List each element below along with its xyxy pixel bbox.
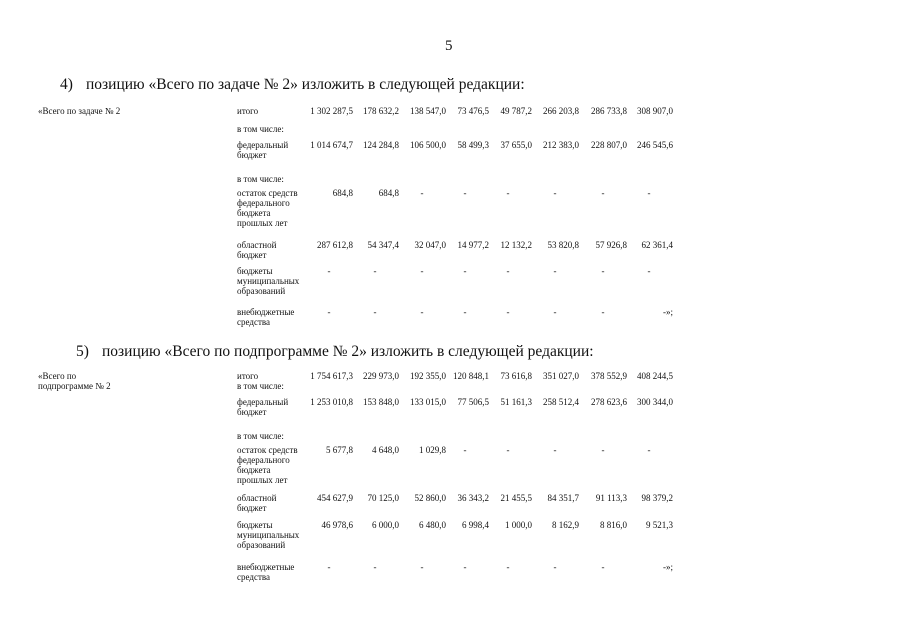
table-cell-value: 133 015,0 — [410, 397, 446, 407]
table-cell-value: 138 547,0 — [410, 106, 446, 116]
page-number: 5 — [445, 38, 453, 54]
table-cell-value: - — [601, 445, 605, 455]
table-cell-value: 84 351,7 — [547, 493, 579, 503]
row-label: остаток средств федерального бюджета прошлых лет — [237, 445, 298, 485]
table-cell-value: 32 047,0 — [414, 240, 446, 250]
row-label: бюджеты муниципальных образований — [237, 266, 300, 296]
row-label: областной бюджет — [237, 493, 277, 513]
table-cell-value: - — [553, 445, 557, 455]
table-cell-value: 266 203,8 — [543, 106, 579, 116]
table-cell-value: 73 476,5 — [457, 106, 489, 116]
row-label: остаток средств федерального бюджета прошлых лет — [237, 188, 298, 228]
table-cell-value: 212 383,0 — [543, 140, 579, 150]
table-cell-value: 1 000,0 — [505, 520, 532, 530]
table-cell-value: 684,8 — [332, 188, 353, 198]
table-cell-value: 62 361,4 — [641, 240, 673, 250]
table-cell-value: - — [463, 188, 467, 198]
section-heading-text: позицию «Всего по задаче № 2» изложить в следующей редакции: — [86, 76, 525, 93]
table-cell-value: 120 848,1 — [453, 371, 489, 381]
table-cell-value: 51 161,3 — [500, 397, 532, 407]
section-heading-number: 4) — [60, 76, 73, 93]
table-cell-value: - — [420, 307, 424, 317]
table-cell-value: - — [506, 266, 510, 276]
row-label: федеральный бюджет — [237, 140, 289, 160]
row-label: внебюджетные средства — [237, 307, 295, 327]
table-cell-value: 98 379,2 — [641, 493, 673, 503]
table-cell-value: 1 253 010,8 — [310, 397, 353, 407]
table-cell-value: 6 480,0 — [419, 520, 446, 530]
table-cell-value: - — [553, 188, 557, 198]
table-cell-value: 246 545,6 — [637, 140, 673, 150]
table-cell-value: - — [327, 307, 331, 317]
table-cell-value: 6 000,0 — [372, 520, 399, 530]
table-cell-value: 49 787,2 — [500, 106, 532, 116]
table-cell-value: 9 521,3 — [646, 520, 673, 530]
table-cell-value: 52 860,0 — [414, 493, 446, 503]
section-heading-number: 5) — [76, 343, 89, 360]
table-cell-value: 229 973,0 — [363, 371, 399, 381]
table-cell-value: 1 302 287,5 — [310, 106, 353, 116]
table-cell-value: 4 648,0 — [372, 445, 399, 455]
table-cell-value: - — [506, 445, 510, 455]
table-cell-value: 287 612,8 — [317, 240, 353, 250]
table-cell-value: - — [601, 307, 605, 317]
table-cell-value: 178 632,2 — [363, 106, 399, 116]
row-label: итого — [237, 106, 259, 116]
table-cell-value: 1 014 674,7 — [310, 140, 353, 150]
table-cell-value: - — [601, 266, 605, 276]
table-cell-value: - — [463, 445, 467, 455]
table-cell-value: - — [373, 562, 377, 572]
row-label: в том числе: — [237, 381, 284, 391]
table-cell-value: 124 284,8 — [363, 140, 399, 150]
table-cell-value: 106 500,0 — [410, 140, 446, 150]
table-cell-value: 8 162,9 — [552, 520, 579, 530]
table-cell-value: 14 977,2 — [457, 240, 489, 250]
table-cell-value: 258 512,4 — [543, 397, 579, 407]
table-cell-value: 37 655,0 — [500, 140, 532, 150]
table-cell-value: 286 733,8 — [591, 106, 627, 116]
table-cell-value: - — [601, 562, 605, 572]
table-cell-value: 46 978,6 — [321, 520, 353, 530]
table-cell-value: - — [506, 188, 510, 198]
table-cell-value: - — [420, 188, 424, 198]
section-label: «Всего по подпрограмме № 2 — [38, 371, 111, 391]
table-cell-value: -»; — [663, 562, 673, 572]
table-cell-value: 73 616,8 — [500, 371, 532, 381]
table-cell-value: 70 125,0 — [367, 493, 399, 503]
table-cell-value: 408 244,5 — [637, 371, 673, 381]
row-label: внебюджетные средства — [237, 562, 295, 582]
table-cell-value: - — [373, 266, 377, 276]
table-cell-value: 57 926,8 — [595, 240, 627, 250]
table-cell-value: 5 677,8 — [326, 445, 353, 455]
table-cell-value: 454 627,9 — [317, 493, 353, 503]
table-cell-value: 8 816,0 — [600, 520, 627, 530]
table-cell-value: 53 820,8 — [547, 240, 579, 250]
table-cell-value: -»; — [663, 307, 673, 317]
table-cell-value: 1 029,8 — [419, 445, 446, 455]
table-cell-value: - — [553, 266, 557, 276]
row-label: в том числе: — [237, 174, 284, 184]
table-cell-value: - — [506, 307, 510, 317]
section-heading-text: позицию «Всего по подпрограмме № 2» изложить в следующей редакции: — [102, 343, 594, 360]
table-cell-value: 300 344,0 — [637, 397, 673, 407]
table-cell-value: - — [463, 266, 467, 276]
table-cell-value: - — [647, 188, 651, 198]
table-cell-value: 21 455,5 — [500, 493, 532, 503]
table-cell-value: 228 807,0 — [591, 140, 627, 150]
table-cell-value: - — [327, 266, 331, 276]
table-cell-value: - — [553, 307, 557, 317]
row-label: в том числе: — [237, 431, 284, 441]
table-cell-value: - — [601, 188, 605, 198]
row-label: итого — [237, 371, 259, 381]
table-cell-value: - — [506, 562, 510, 572]
table-cell-value: - — [463, 562, 467, 572]
table-cell-value: 77 506,5 — [457, 397, 489, 407]
table-cell-value: 6 998,4 — [462, 520, 489, 530]
table-cell-value: - — [420, 562, 424, 572]
table-cell-value: 308 907,0 — [637, 106, 673, 116]
table-cell-value: - — [647, 266, 651, 276]
table-cell-value: 58 499,3 — [457, 140, 489, 150]
section-heading — [76, 343, 594, 361]
table-cell-value: 12 132,2 — [500, 240, 532, 250]
table-cell-value: 278 623,6 — [591, 397, 627, 407]
table-cell-value: 684,8 — [378, 188, 399, 198]
table-cell-value: 36 343,2 — [457, 493, 489, 503]
table-cell-value: - — [420, 266, 424, 276]
table-cell-value: 351 027,0 — [543, 371, 579, 381]
table-cell-value: 192 355,0 — [410, 371, 446, 381]
section-label: «Всего по задаче № 2 — [38, 106, 121, 116]
row-label: в том числе: — [237, 124, 284, 134]
table-cell-value: - — [373, 307, 377, 317]
section-heading — [60, 76, 525, 94]
table-cell-value: 54 347,4 — [367, 240, 399, 250]
row-label: областной бюджет — [237, 240, 277, 260]
row-label: бюджеты муниципальных образований — [237, 520, 300, 550]
table-cell-value: 153 848,0 — [363, 397, 399, 407]
table-cell-value: - — [463, 307, 467, 317]
table-cell-value: 378 552,9 — [591, 371, 627, 381]
table-cell-value: - — [647, 445, 651, 455]
row-label: федеральный бюджет — [237, 397, 289, 417]
table-cell-value: 91 113,3 — [595, 493, 627, 503]
table-cell-value: - — [553, 562, 557, 572]
table-cell-value: 1 754 617,3 — [310, 371, 353, 381]
table-cell-value: - — [327, 562, 331, 572]
